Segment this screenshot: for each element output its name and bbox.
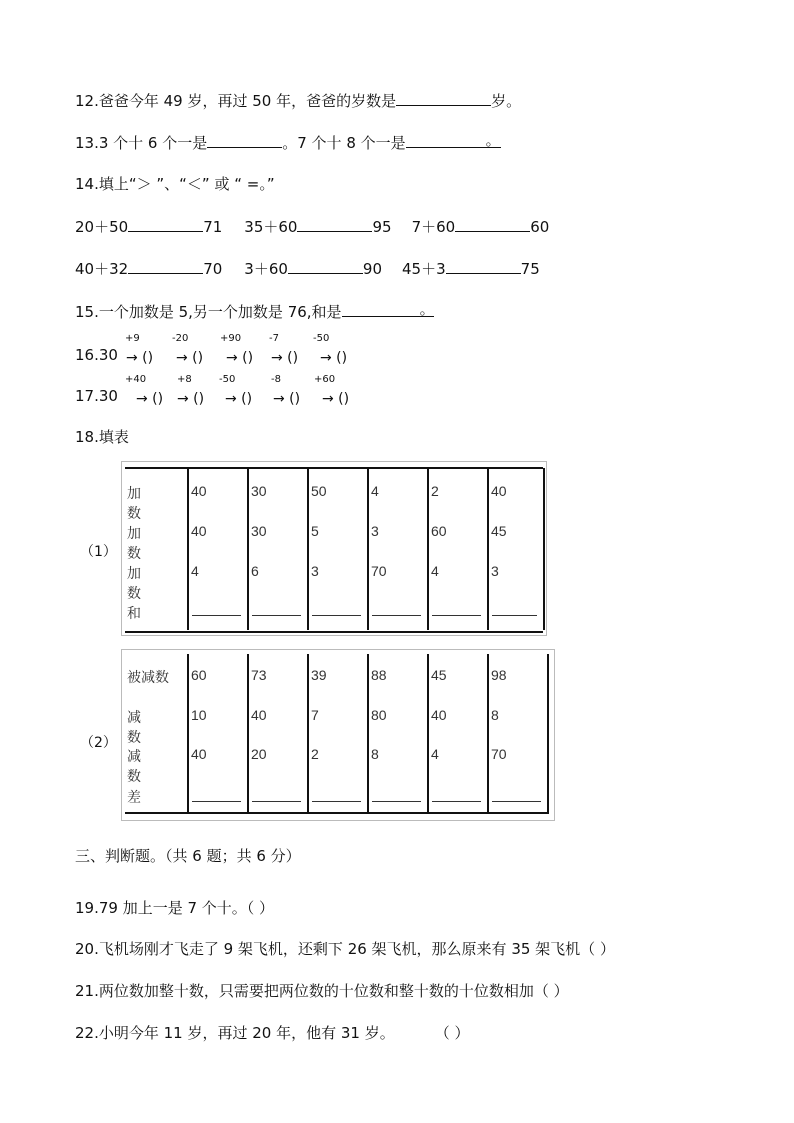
difference-answer-blank[interactable] [372, 801, 421, 802]
q14-expr: 40＋32 [75, 260, 129, 278]
difference-answer-blank[interactable] [252, 801, 301, 802]
table-cell: 70 [491, 746, 507, 762]
table-cell: 5 [311, 523, 319, 539]
q22-text: 22.小明今年 11 岁，再过 20 年，他有 31 岁。 [75, 1024, 395, 1042]
q14-value: 70 [203, 260, 223, 278]
table-cell: 50 [311, 483, 327, 499]
table-cell: 80 [371, 707, 387, 723]
table-cell: 40 [191, 483, 207, 499]
table-column [427, 468, 487, 630]
q14-expr: 20＋50 [75, 218, 129, 236]
q14-value: 71 [203, 218, 223, 236]
sum-answer-blank[interactable] [252, 615, 301, 616]
row-labels [125, 654, 187, 812]
addition-table [121, 461, 547, 636]
table-column [487, 468, 545, 630]
q14-expr: 3＋60 [244, 260, 288, 278]
sum-answer-blank[interactable] [312, 615, 361, 616]
q16-answer-slot[interactable]: → () [176, 350, 204, 366]
question-21: 21.两位数加整十数，只需要把两位数的十位数和整十数的十位数相加（ ） [75, 982, 569, 1000]
q14-blank[interactable] [455, 217, 530, 232]
table-cell: 30 [251, 483, 267, 499]
table-cell: 2 [431, 483, 439, 499]
q13-answer-blank-1[interactable] [207, 133, 282, 148]
table-2-label: （2） [80, 735, 117, 751]
table-cell: 8 [491, 707, 499, 723]
table-cell: 30 [251, 523, 267, 539]
table-cell: 45 [491, 523, 507, 539]
table-cell: 40 [191, 746, 207, 762]
q16-answer-slot[interactable]: → () [126, 350, 154, 366]
q14-expr: 7＋60 [411, 218, 456, 236]
q16-start: 16.30 [75, 346, 118, 364]
difference-answer-blank[interactable] [492, 801, 541, 802]
table-column [187, 468, 247, 630]
q14-row-2 [75, 259, 540, 279]
section-3-heading: 三、判断题。（共 6 题；共 6 分） [75, 847, 301, 865]
question-22 [75, 1023, 470, 1043]
difference-answer-blank[interactable] [432, 801, 481, 802]
question-15 [75, 302, 434, 322]
row-label: 加 数 [127, 486, 151, 522]
table-cell: 40 [491, 483, 507, 499]
difference-answer-blank[interactable] [312, 801, 361, 802]
row-label: 减 数 [127, 710, 151, 746]
row-label: 和 [127, 606, 151, 622]
row-label: 差 [127, 790, 151, 806]
q16-answer-slot[interactable]: → () [320, 350, 348, 366]
q15-answer-blank[interactable] [342, 302, 434, 317]
q14-blank[interactable] [128, 259, 203, 274]
q16-op: -50 [313, 333, 330, 344]
table-cell: 45 [431, 667, 447, 683]
q13-end: 。 [485, 131, 501, 149]
q22-answer-paren[interactable]: （ ） [434, 1024, 470, 1042]
q14-blank[interactable] [128, 217, 203, 232]
table-cell: 4 [191, 563, 199, 579]
table-cell: 4 [371, 483, 379, 499]
table-cell: 10 [191, 707, 207, 723]
q17-answer-slot[interactable]: → () [136, 391, 164, 407]
sum-answer-blank[interactable] [492, 615, 537, 616]
table-cell: 6 [251, 563, 259, 579]
q12-text: 12.爸爸今年 49 岁，再过 50 年，爸爸的岁数是 [75, 92, 397, 110]
q18-title: 18.填表 [75, 428, 129, 446]
question-20: 20.飞机场刚才飞走了 9 架飞机，还剩下 26 架飞机，那么原来有 35 架飞机（ ） [75, 940, 615, 958]
q17-op: -8 [271, 374, 281, 385]
q14-blank[interactable] [297, 217, 372, 232]
table-cell: 40 [191, 523, 207, 539]
q14-value: 75 [520, 260, 540, 278]
q16-answer-slot[interactable]: → () [226, 350, 254, 366]
sum-answer-blank[interactable] [432, 615, 481, 616]
q13-part-a: 13.3 个十 6 个一是 [75, 134, 208, 152]
q17-answer-slot[interactable]: → () [322, 391, 350, 407]
q17-answer-slot[interactable]: → () [273, 391, 301, 407]
table-column [307, 468, 367, 630]
q13-part-b: 。7 个十 8 个一是 [282, 134, 406, 152]
row-label: 加 数 [127, 526, 151, 562]
q14-blank[interactable] [288, 259, 363, 274]
table-column [187, 654, 247, 812]
q14-value: 60 [530, 218, 550, 236]
q16-answer-slot[interactable]: → () [271, 350, 299, 366]
row-labels [125, 468, 187, 630]
q13-answer-blank-2[interactable] [406, 133, 501, 148]
q14-expr: 45＋3 [402, 260, 446, 278]
question-13 [75, 133, 501, 153]
q17-answer-slot[interactable]: → () [177, 391, 205, 407]
table-cell: 39 [311, 667, 327, 683]
question-17-chain [75, 374, 475, 414]
table-cell: 7 [311, 707, 319, 723]
q14-expr: 35＋60 [244, 218, 298, 236]
table-column [367, 468, 427, 630]
table-cell: 40 [251, 707, 267, 723]
q17-start: 17.30 [75, 387, 118, 405]
sum-answer-blank[interactable] [372, 615, 421, 616]
question-12 [75, 91, 521, 111]
q17-op: +40 [125, 374, 147, 385]
q17-answer-slot[interactable]: → () [225, 391, 253, 407]
table-column [307, 654, 367, 812]
table-cell: 3 [371, 523, 379, 539]
q12-suffix: 岁。 [491, 92, 522, 110]
table-column [247, 468, 307, 630]
row-label: 减 数 [127, 749, 151, 785]
q14-blank[interactable] [446, 259, 521, 274]
table-cell: 3 [311, 563, 319, 579]
q15-text: 15.一个加数是 5,另一个加数是 76,和是 [75, 303, 342, 321]
table-column [427, 654, 487, 812]
q16-op: +90 [220, 333, 242, 344]
table-cell: 2 [311, 746, 319, 762]
q17-op: +60 [314, 374, 336, 385]
table-cell: 20 [251, 746, 267, 762]
table-column [367, 654, 427, 812]
table-1-label: （1） [80, 544, 117, 560]
table-cell: 40 [431, 707, 447, 723]
table-cell: 4 [431, 563, 439, 579]
row-label: 被减数 [127, 669, 169, 685]
q15-end: 。 [419, 300, 435, 318]
table-cell: 60 [191, 667, 207, 683]
table-cell: 60 [431, 523, 447, 539]
table-cell: 73 [251, 667, 267, 683]
sum-answer-blank[interactable] [192, 615, 241, 616]
q17-op: +8 [177, 374, 192, 385]
question-16-chain [75, 333, 475, 373]
q16-op: -7 [269, 333, 279, 344]
q16-op: +9 [125, 333, 140, 344]
table-cell: 8 [371, 746, 379, 762]
row-label: 加 数 [127, 566, 151, 602]
table-cell: 4 [431, 746, 439, 762]
table-column [487, 654, 549, 812]
q14-title: 14.填上“＞ ”、“＜” 或 “ =。” [75, 175, 275, 193]
q14-value: 90 [362, 260, 383, 278]
difference-answer-blank[interactable] [192, 801, 241, 802]
subtraction-table [121, 649, 555, 821]
q16-op: -20 [172, 333, 189, 344]
table-cell: 70 [371, 563, 387, 579]
q14-row-1 [75, 217, 549, 237]
table-cell: 88 [371, 667, 387, 683]
q14-value: 95 [372, 218, 392, 236]
table-column [247, 654, 307, 812]
table-cell: 98 [491, 667, 507, 683]
table-cell: 3 [491, 563, 499, 579]
q17-op: -50 [219, 374, 236, 385]
q12-answer-blank[interactable] [396, 91, 491, 106]
question-19: 19.79 加上一是 7 个十。（ ） [75, 899, 275, 917]
